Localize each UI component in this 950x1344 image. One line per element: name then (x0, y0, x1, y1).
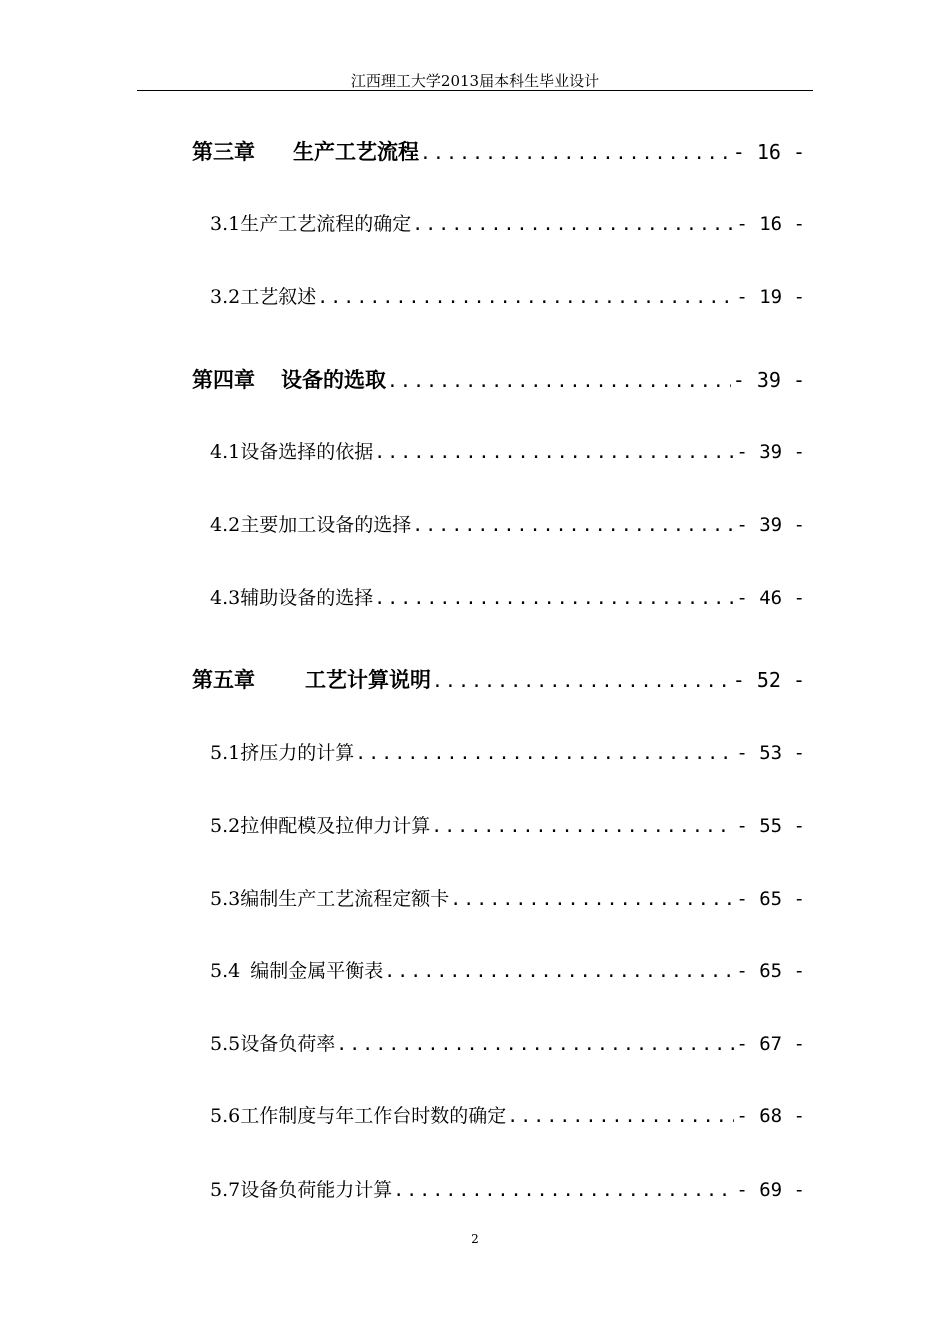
toc-entry-section-3-2[interactable] (210, 282, 805, 312)
toc-entry-title: 拉伸配模及拉伸力计算 (240, 815, 431, 837)
toc-entry-title: 工艺计算说明 (305, 667, 431, 692)
toc-entry-title: 生产工艺流程 (293, 139, 419, 164)
toc-page-number: - 46 - (736, 587, 805, 609)
toc-page-number: - 65 - (736, 888, 805, 910)
toc-entry-section-4-1[interactable] (210, 437, 805, 467)
toc-entry-text (210, 209, 411, 239)
toc-page-number: - 16 - (736, 213, 805, 235)
toc-entry-title: 设备负荷率 (240, 1033, 336, 1055)
toc-chapter-label: 第三章 (192, 139, 255, 164)
toc-entry-title: 工作制度与年工作台时数的确定 (240, 1105, 507, 1127)
toc-dot-leader (450, 885, 734, 915)
toc-dot-leader (387, 367, 731, 397)
toc-entry-text (210, 811, 430, 841)
toc-section-number: 4.1 (210, 441, 241, 463)
toc-entry-chapter-3[interactable] (192, 137, 805, 167)
toc-entry-title: 编制生产工艺流程定额卡 (240, 888, 450, 910)
toc-dot-leader (412, 511, 734, 541)
toc-dot-leader (507, 1102, 734, 1132)
toc-entry-section-5-6[interactable] (210, 1101, 805, 1131)
toc-page-number: - 52 - (732, 668, 805, 692)
toc-section-number: 4.2 (210, 514, 241, 536)
toc-dot-leader (336, 1030, 734, 1060)
toc-entry-text (210, 956, 383, 986)
toc-chapter-label: 第五章 (192, 667, 255, 692)
toc-page-number: - 67 - (736, 1033, 805, 1055)
toc-dot-leader (355, 739, 734, 769)
toc-entry-section-4-3[interactable] (210, 583, 805, 613)
toc-dot-leader (384, 957, 734, 987)
toc-entry-section-4-2[interactable] (210, 510, 805, 540)
toc-entry-text (210, 884, 449, 914)
toc-entry-text (210, 282, 316, 312)
toc-entry-text (210, 510, 411, 540)
toc-dot-leader (374, 438, 734, 468)
toc-entry-chapter-5[interactable] (192, 665, 805, 695)
page-number: 2 (471, 1232, 479, 1246)
toc-section-number: 5.4 (210, 960, 241, 982)
toc-dot-leader (420, 139, 731, 169)
toc-section-number: 3.2 (210, 286, 241, 308)
toc-dot-leader (393, 1176, 734, 1206)
toc-entry-title: 设备的选取 (281, 367, 386, 392)
toc-entry-text (210, 1101, 506, 1131)
toc-dot-leader (317, 283, 734, 313)
toc-entry-text (192, 665, 431, 695)
toc-entry-section-5-5[interactable] (210, 1029, 805, 1059)
toc-page-number: - 39 - (736, 441, 805, 463)
toc-entry-section-5-7[interactable] (210, 1175, 805, 1205)
toc-entry-section-3-1[interactable] (210, 209, 805, 239)
toc-entry-title: 设备负荷能力计算 (240, 1179, 393, 1201)
toc-dot-leader (374, 584, 734, 614)
toc-section-number: 5.6 (210, 1105, 241, 1127)
toc-entry-section-5-2[interactable] (210, 811, 805, 841)
toc-entry-section-5-1[interactable] (210, 738, 805, 768)
toc-dot-leader (432, 667, 731, 697)
toc-entry-section-5-4[interactable] (210, 956, 805, 986)
toc-entry-text (210, 738, 354, 768)
toc-entry-text (210, 583, 373, 613)
toc-page-number: - 55 - (736, 815, 805, 837)
toc-page-number: - 65 - (736, 960, 805, 982)
toc-entry-text (192, 137, 419, 167)
toc-section-number: 5.1 (210, 742, 241, 764)
toc-entry-section-5-3[interactable] (210, 884, 805, 914)
toc-entry-title: 挤压力的计算 (240, 742, 355, 764)
toc-chapter-label: 第四章 (192, 367, 255, 392)
toc-page-number: - 53 - (736, 742, 805, 764)
toc-section-number: 5.2 (210, 815, 241, 837)
toc-entry-chapter-4[interactable] (192, 365, 805, 395)
toc-entry-title: 编制金属平衡表 (250, 960, 384, 982)
toc-entry-text (210, 1175, 392, 1205)
toc-entry-text (210, 1029, 335, 1059)
toc-dot-leader (431, 812, 734, 842)
toc-section-number: 4.3 (210, 587, 241, 609)
toc-page-number: - 39 - (736, 514, 805, 536)
toc-section-number: 5.3 (210, 888, 241, 910)
toc-section-number: 3.1 (210, 213, 241, 235)
toc-entry-title: 工艺叙述 (240, 286, 317, 308)
toc-dot-leader (412, 210, 734, 240)
toc-page-number: - 39 - (732, 368, 805, 392)
toc-page-number: - 16 - (732, 140, 805, 164)
toc-entry-title: 辅助设备的选择 (240, 587, 374, 609)
toc-entry-text (210, 437, 373, 467)
toc-section-number: 5.5 (210, 1033, 241, 1055)
toc-page-number: - 19 - (736, 286, 805, 308)
toc-page-number: - 69 - (736, 1179, 805, 1201)
toc-entry-text (192, 365, 386, 395)
toc-section-number: 5.7 (210, 1179, 241, 1201)
toc-page-number: - 68 - (736, 1105, 805, 1127)
toc-entry-title: 设备选择的依据 (240, 441, 374, 463)
running-header: 江西理工大学2013届本科生毕业设计 (350, 72, 600, 90)
toc-entry-title: 生产工艺流程的确定 (240, 213, 412, 235)
toc-entry-title: 主要加工设备的选择 (240, 514, 412, 536)
